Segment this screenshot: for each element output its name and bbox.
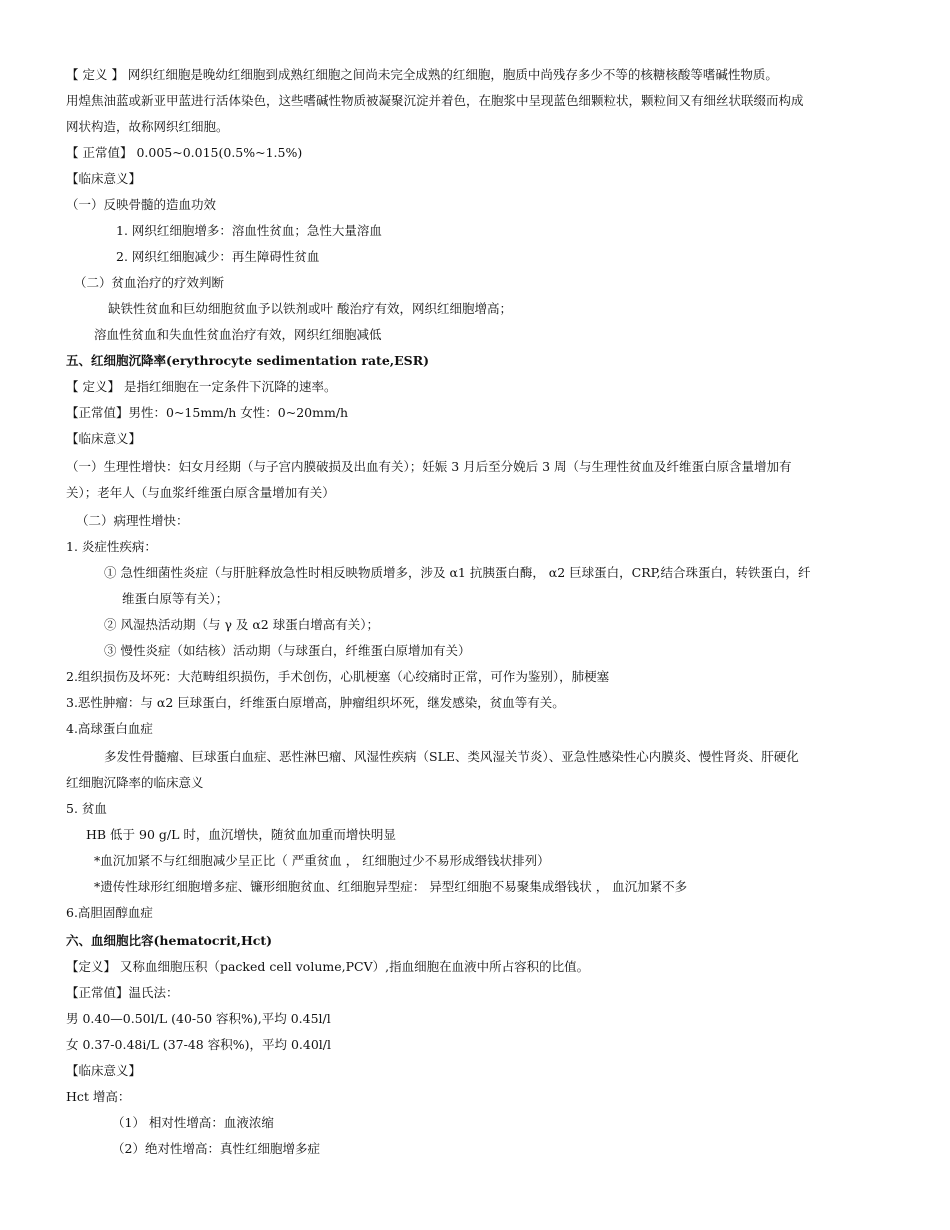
list-item: 2. 网织红细胞减少：再生障碍性贫血: [116, 249, 320, 264]
list-item: 1. 炎症性疾病：: [66, 539, 157, 554]
paragraph-line: 多发性骨髓瘤、巨球蛋白血症、恶性淋巴瘤、风湿性疾病（SLE、类风湿关节炎）、亚急性感染性心内膜炎、慢性肾炎、肝硬化: [104, 749, 799, 764]
list-item: 1. 网织红细胞增多：溶血性贫血；急性大量溶血: [116, 223, 382, 238]
clinical-significance-heading: 【临床意义】: [66, 1063, 142, 1078]
list-item: （2）绝对性增高：真性红细胞增多症: [112, 1141, 320, 1156]
hct-increase-heading: Hct 增高：: [66, 1089, 131, 1104]
paragraph-line: 溶血性贫血和失血性贫血治疗有效，网织红细胞减低: [94, 327, 382, 342]
section-heading-esr: 五、红细胞沉降率(erythrocyte sedimentation rate,ESR): [66, 353, 429, 368]
list-item: 2.组织损伤及坏死：大范畴组织损伤，手术创伤，心肌梗塞（心绞痛时正常，可作为鉴别），肺梗塞: [66, 669, 610, 684]
note-line: *遗传性球形红细胞增多症、镰形细胞贫血、红细胞异型症： 异型红细胞不易聚集成缗钱状 ， 血沉加紧不多: [94, 879, 688, 894]
reticulocyte-definition-line-3: 网状构造，故称网织红细胞。: [66, 119, 229, 134]
note-line: *血沉加紧不与红细胞减少呈正比（ 严重贫血 ， 红细胞过少不易形成缗钱状排列）: [94, 853, 550, 868]
hct-normal-value-female: 女 0.37-0.48i/L (37-48 容积%)，平均 0.40l/l: [66, 1037, 331, 1052]
list-item: ① 急性细菌性炎症（与肝脏释放急性时相反映物质增多，涉及 α1 抗胰蛋白酶， α2 巨球蛋白，CRP,结合珠蛋白，转铁蛋白，纤: [104, 565, 811, 580]
hct-normal-value-male: 男 0.40—0.50l/L (40-50 容积%),平均 0.45l/l: [66, 1011, 331, 1026]
esr-normal-value: 【正常值】男性：0~15mm/h 女性：0~20mm/h: [66, 405, 349, 420]
list-item: 4.高球蛋白血症: [66, 721, 153, 736]
list-item: 5. 贫血: [66, 801, 107, 816]
paragraph-line: 关）；老年人（与血浆纤维蛋白原含量增加有关）: [66, 485, 335, 500]
reticulocyte-definition-line-1: 【 定义 】 网织红细胞是晚幼红细胞到成熟红细胞之间尚未完全成熟的红细胞，胞质中尚残存多少不等的核糖核酸等嗜碱性物质。: [66, 67, 778, 82]
subsection-heading: （二）贫血治疗的疗效判断: [74, 275, 225, 290]
list-item-continuation: 维蛋白原等有关）；: [122, 591, 229, 606]
paragraph-line: 缺铁性贫血和巨幼细胞贫血予以铁剂或叶 酸治疗有效，网织红细胞增高；: [108, 301, 512, 316]
paragraph-line: HB 低于 90 g/L 时，血沉增快，随贫血加重而增快明显: [86, 827, 396, 842]
list-item: 6.高胆固醇血症: [66, 905, 153, 920]
list-item: （1） 相对性增高：血液浓缩: [112, 1115, 274, 1130]
list-item: ③ 慢性炎症（如结核）活动期（与球蛋白，纤维蛋白原增加有关）: [104, 643, 471, 658]
clinical-significance-heading: 【临床意义】: [66, 171, 142, 186]
reticulocyte-normal-value: 【 正常值】 0.005~0.015(0.5%~1.5%): [66, 145, 303, 160]
list-item: 3.恶性肿瘤：与 α2 巨球蛋白，纤维蛋白原增高，肿瘤组织坏死，继发感染，贫血等有关。: [66, 695, 565, 710]
hct-definition: 【定义】 又称血细胞压积（packed cell volume,PCV）,指血细胞在血液中所占容积的比值。: [66, 959, 590, 974]
reticulocyte-definition-line-2: 用煌焦油蓝或新亚甲蓝进行活体染色，这些嗜碱性物质被凝聚沉淀并着色，在胞浆中呈现蓝色细颗粒状，颗粒间又有细丝状联缀而构成: [66, 93, 804, 108]
paragraph-line: 红细胞沉降率的临床意义: [66, 775, 204, 790]
clinical-significance-heading: 【临床意义】: [66, 431, 142, 446]
paragraph-line: （一）生理性增快：妇女月经期（与子宫内膜破损及出血有关）；妊娠 3 月后至分娩后 3 周（与生理性贫血及纤维蛋白原含量增加有: [66, 459, 792, 474]
list-item: ② 风湿热活动期（与 γ 及 α2 球蛋白增高有关）；: [104, 617, 379, 632]
section-heading-hct: 六、血细胞比容(hematocrit,Hct): [66, 933, 273, 948]
hct-normal-value-heading: 【正常值】温氏法：: [66, 985, 179, 1000]
esr-definition: 【 定义】 是指红细胞在一定条件下沉降的速率。: [66, 379, 337, 394]
subsection-heading: （一）反映骨髓的造血功效: [66, 197, 217, 212]
subsection-heading: （二）病理性增快：: [76, 513, 189, 528]
